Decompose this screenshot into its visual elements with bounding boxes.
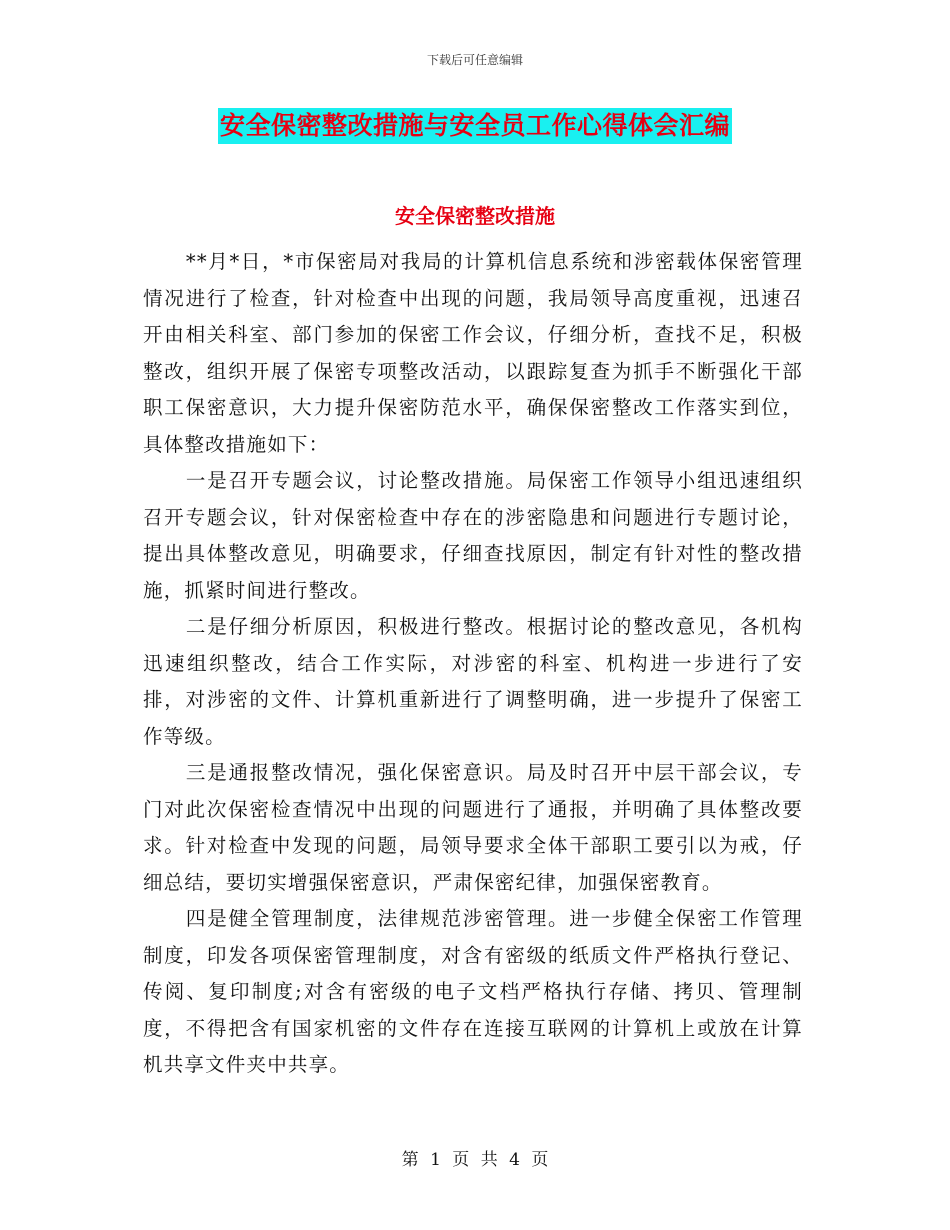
body-paragraph-measure-1: 一是召开专题会议，讨论整改措施。局保密工作领导小组迅速组织召开专题会议，针对保密检查中存在的涉密隐患和问题进行专题讨论，提出具体整改意见，明确要求，仔细查找原因，制定有针对性的整改措施，抓紧时间进行整改。 [143,469,803,602]
document-main-title: 安全保密整改措施与安全员工作心得体会汇编 [218,108,732,144]
body-paragraph-measure-4: 四是健全管理制度，法律规范涉密管理。进一步健全保密工作管理制度，印发各项保密管理制度，对含有密级的纸质文件严格执行登记、传阅、复印制度;对含有密级的电子文档严格执行存储、拷贝、管理制度，不得把含有国家机密的文件存在连接互联网的计算机上或放在计算机共享文件夹中共享。 [143,907,803,1076]
main-title-container [0,108,950,144]
body-paragraph-intro: **月*日，*市保密局对我局的计算机信息系统和涉密载体保密管理情况进行了检查，针对检查中出现的问题，我局领导高度重视，迅速召开由相关科室、部门参加的保密工作会议，仔细分析，查找不足，积极整改，组织开展了保密专项整改活动，以跟踪复查为抓手不断强化干部职工保密意识，大力提升保密防范水平，确保保密整改工作落实到位，具体整改措施如下： [143,250,803,456]
body-paragraph-measure-3: 三是通报整改情况，强化保密意识。局及时召开中层干部会议，专门对此次保密检查情况中出现的问题进行了通报，并明确了具体整改要求。针对检查中发现的问题，局领导要求全体干部职工要引以为戒，仔细总结，要切实增强保密意识，严肃保密纪律，加强保密教育。 [143,761,803,894]
section-title: 安全保密整改措施 [395,204,555,228]
body-paragraph-measure-2: 二是仔细分析原因，积极进行整改。根据讨论的整改意见，各机构迅速组织整改，结合工作实际，对涉密的科室、机构进一步进行了安排，对涉密的文件、计算机重新进行了调整明确，进一步提升了保密工作等级。 [143,615,803,748]
document-body [143,244,803,1084]
page-header-note: 下载后可任意编辑 [426,53,523,67]
page-number-footer: 第 1 页 共 4 页 [401,1150,549,1170]
